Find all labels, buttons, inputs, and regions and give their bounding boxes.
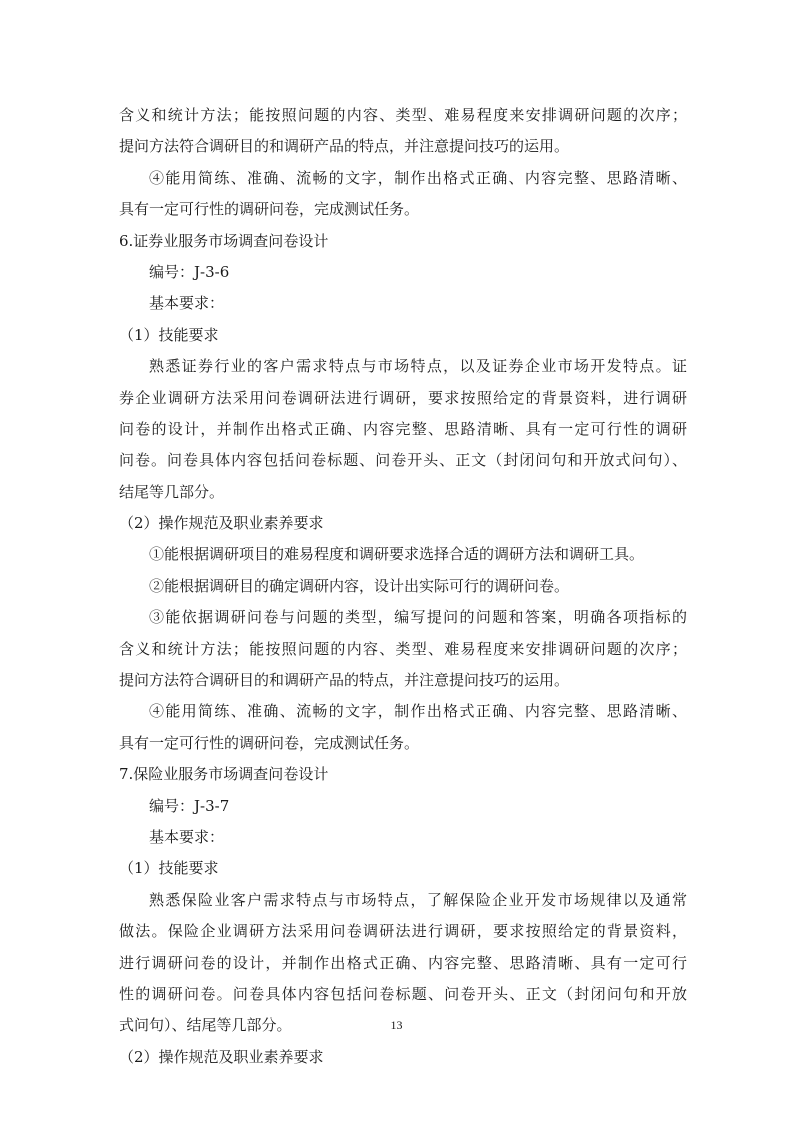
text-line: （2）操作规范及职业素养要求 (119, 1047, 324, 1066)
text-line: 具有一定可行性的调研问卷，完成测试任务。 (119, 733, 420, 752)
text-line: ③能依据调研问卷与问题的类型，编写提问的问题和答案，明确各项指标的 (149, 608, 687, 627)
text-line: ④能用简练、准确、流畅的文字，制作出格式正确、内容完整、思路清晰、 (149, 702, 687, 721)
text-line: ①能根据调研项目的难易程度和调研要求选择合适的调研方法和调研工具。 (149, 545, 645, 564)
text-line: （1）技能要求 (119, 859, 219, 878)
text-line: 提问方法符合调研目的和调研产品的特点，并注意提问技巧的运用。 (119, 671, 570, 690)
paragraph (119, 539, 687, 570)
text-line: 性的调研问卷。问卷具体内容包括问卷标题、问卷开头、正文（封闭问句和开放 (119, 984, 687, 1003)
text-line: 问卷的设计，并制作出格式正确、内容完整、思路清晰、具有一定可行性的调研 (119, 419, 687, 438)
paragraph (119, 351, 687, 508)
section-heading (119, 508, 687, 539)
text-line: 编号：J-3-6 (149, 262, 230, 281)
text-line: 编号：J-3-7 (149, 796, 230, 815)
text-line: 式问句）、结尾等几部分。 (119, 1016, 292, 1035)
text-line: ②能根据调研目的确定调研内容，设计出实际可行的调研问卷。 (149, 576, 570, 595)
paragraph (119, 100, 687, 163)
text-line: 做法。保险企业调研方法采用问卷调研法进行调研，要求按照给定的背景资料， (119, 922, 687, 941)
text-line: 结尾等几部分。 (119, 482, 225, 501)
section-heading (119, 822, 687, 853)
text-line: （1）技能要求 (119, 325, 219, 344)
text-line: 基本要求： (149, 294, 225, 313)
text-line: 券企业调研方法采用问卷调研法进行调研，要求按照给定的背景资料，进行调研 (119, 388, 687, 407)
section-heading (119, 791, 687, 822)
section-heading (119, 320, 687, 351)
section-heading (119, 1042, 687, 1073)
text-line: 熟悉保险业客户需求特点与市场特点，了解保险企业开发市场规律以及通常 (149, 890, 687, 909)
paragraph (119, 163, 687, 226)
text-line: ④能用简练、准确、流畅的文字，制作出格式正确、内容完整、思路清晰、 (149, 168, 687, 187)
section-heading (119, 853, 687, 884)
text-line: 含义和统计方法；能按照问题的内容、类型、难易程度来安排调研问题的次序； (119, 106, 687, 124)
paragraph (119, 696, 687, 759)
paragraph (119, 571, 687, 602)
text-line: 提问方法符合调研目的和调研产品的特点，并注意提问技巧的运用。 (119, 137, 570, 156)
section-heading (119, 288, 687, 319)
text-line: 熟悉证券行业的客户需求特点与市场特点，以及证券企业市场开发特点。证 (149, 357, 687, 376)
page-body (119, 100, 687, 1073)
text-line: 基本要求： (149, 827, 225, 846)
text-line: （2）操作规范及职业素养要求 (119, 514, 324, 533)
text-line: 进行调研问卷的设计，并制作出格式正确、内容完整、思路清晰、具有一定可行 (119, 953, 687, 972)
text-line: 6.证券业服务市场调查问卷设计 (119, 231, 329, 250)
section-heading (119, 257, 687, 288)
text-line: 具有一定可行性的调研问卷，完成测试任务。 (119, 200, 420, 219)
page-number: 13 (390, 1018, 403, 1032)
paragraph (119, 602, 687, 696)
section-heading (119, 759, 687, 790)
text-line: 问卷。问卷具体内容包括问卷标题、问卷开头、正文（封闭问句和开放式问句）、 (119, 451, 687, 470)
text-line: 含义和统计方法；能按照问题的内容、类型、难易程度来安排调研问题的次序； (119, 639, 687, 658)
text-line: 7.保险业服务市场调查问卷设计 (119, 765, 329, 784)
section-heading (119, 226, 687, 257)
